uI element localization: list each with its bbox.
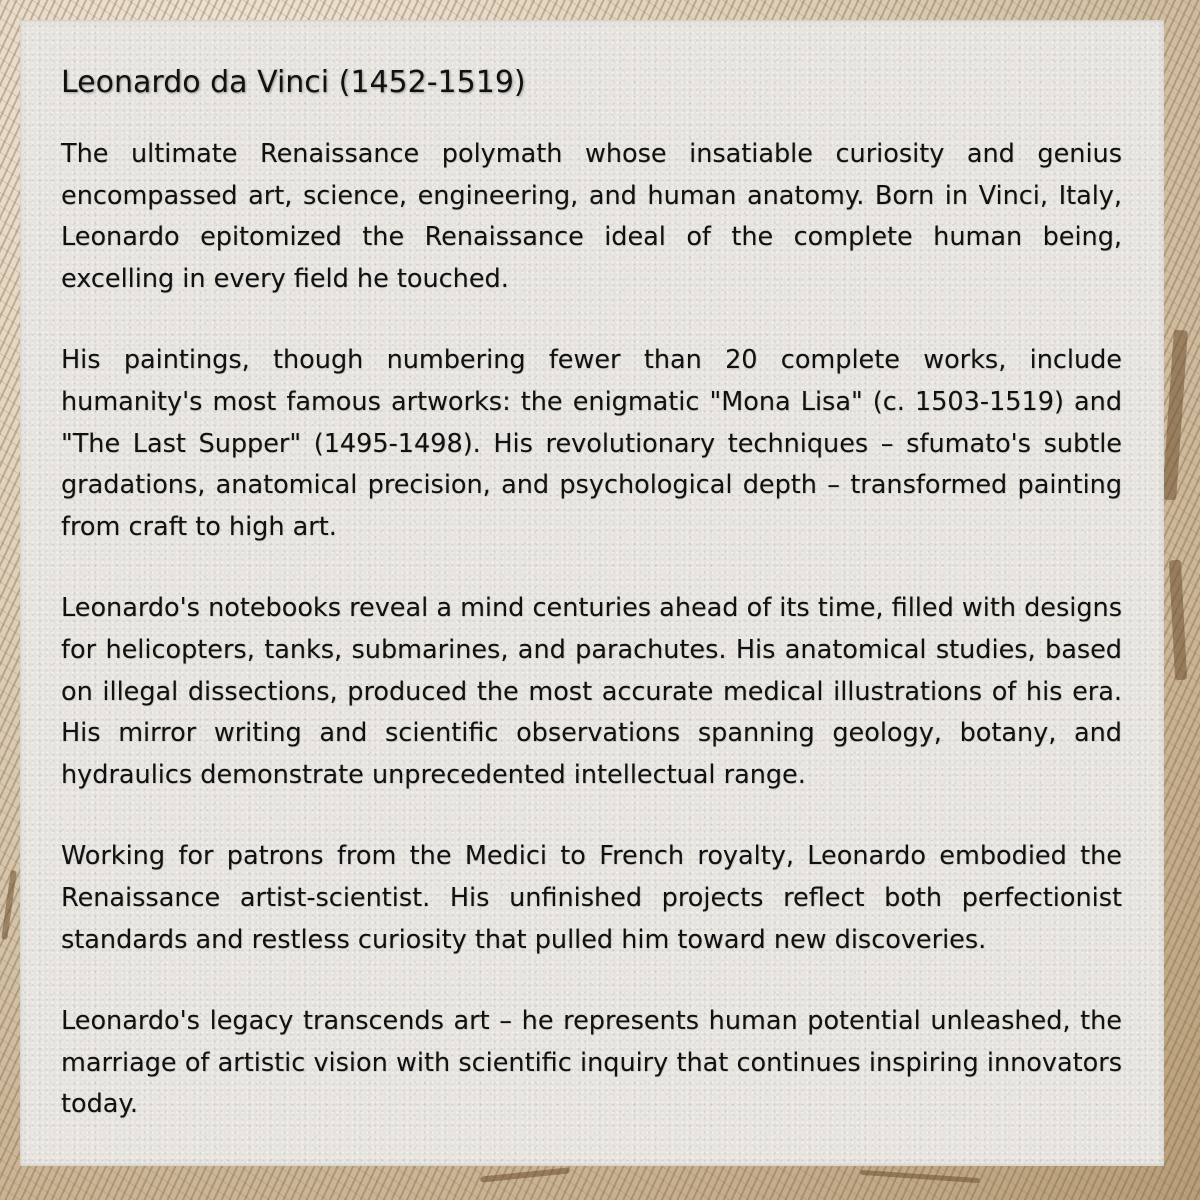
frame-sketch-stroke	[480, 1167, 570, 1182]
frame-sketch-stroke	[1169, 560, 1187, 680]
paragraph-patrons: Working for patrons from the Medici to French royalty, Leonardo embodied the Renaissance artist-scientist. His unfinished projects reflect both perfectionist standards and restless curiosity that pulled him toward new discoveries.	[61, 841, 1122, 955]
paragraph-paintings: His paintings, though numbering fewer than 20 complete works, include humanity's most famous artworks: the enigmatic "Mona Lisa" (c. 1503-1519) and "The Last Supper" (1495-1498). His revolutionary techniques – sfumato's subtle gradations, anatomical precision, and psychological depth – transformed painting from craft to high art.	[61, 345, 1122, 542]
frame-sketch-stroke	[1, 870, 17, 940]
paragraph-notebooks: Leonardo's notebooks reveal a mind centuries ahead of its time, filled with designs for helicopters, tanks, submarines, and parachutes. His anatomical studies, based on illegal dissections, produced the most accurate medical illustrations of his era. His mirror writing and scientific observations spanning geology, botany, and hydraulics demonstrate unprecedented intellectual range.	[61, 593, 1122, 790]
frame-sketch-stroke	[860, 1170, 980, 1183]
page-title: Leonardo da Vinci (1452-1519)	[61, 65, 526, 100]
paragraph-intro: The ultimate Renaissance polymath whose insatiable curiosity and genius encompassed art, science, engineering, and human anatomy. Born in Vinci, Italy, Leonardo epitomized the Renaissance ideal of the complete human being, excelling in every field he touched.	[61, 139, 1122, 294]
text-panel	[20, 20, 1164, 1166]
paragraph-legacy: Leonardo's legacy transcends art – he represents human potential unleashed, the marriage of artistic vision with scientific inquiry that continues inspiring innovators today.	[61, 1006, 1122, 1120]
frame-sketch-stroke	[1162, 330, 1188, 501]
